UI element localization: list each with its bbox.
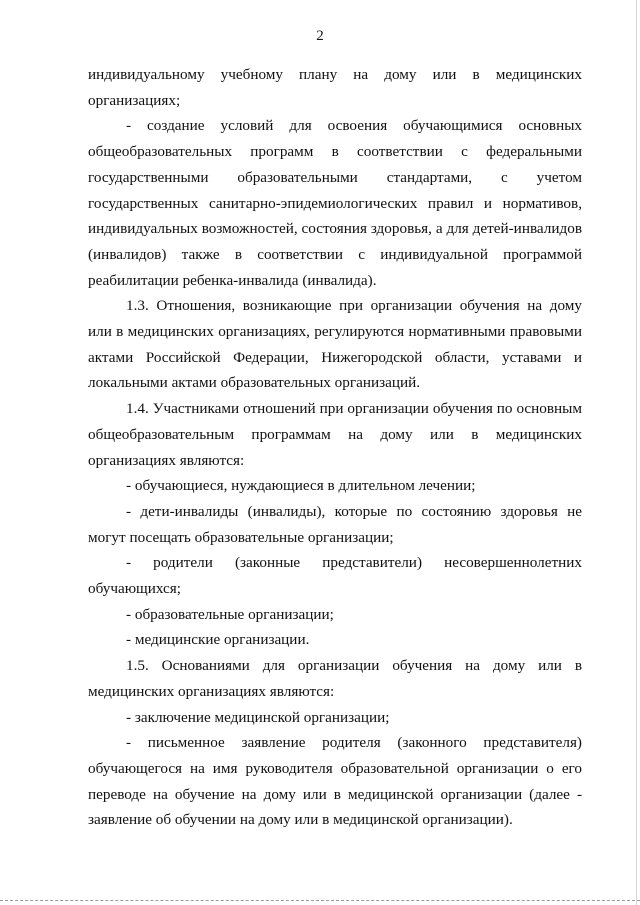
list-item-parents: - родители (законные представители) несовершеннолетних обучающихся; (88, 554, 582, 598)
scan-edge (636, 0, 637, 905)
list-item-disabled-children: - дети-инвалиды (инвалиды), которые по состоянию здоровья не могут посещать образовательные организации; (88, 502, 582, 546)
paragraph-1-5: 1.5. Основаниями для организации обучения на дому или в медицинских организациях являются: (88, 657, 582, 700)
page-number: 2 (316, 28, 324, 44)
document-body (88, 62, 582, 833)
paragraph-1-4: 1.4. Участниками отношений при организации обучения по основным общеобразовательным программам на дому или в медицинских организациях являются: (88, 400, 582, 469)
list-item-medical-orgs: - медицинские организации. (126, 631, 310, 649)
list-item-medical-conclusion: - заключение медицинской организации; (126, 708, 390, 726)
scan-divider (0, 900, 640, 902)
list-item-written-application: - письменное заявление родителя (законного представителя) обучающегося на имя руководителя образовательной организации о его переводе на обучение на дому или в медицинской организации (далее - заявление об обучении на дому или в медицинской организации). (88, 734, 582, 829)
list-item-students: - обучающиеся, нуждающиеся в длительном лечении; (126, 477, 476, 495)
list-item-educational-orgs: - образовательные организации; (126, 605, 334, 623)
paragraph-conditions: - создание условий для освоения обучающимися основных общеобразовательных программ в соответствии с федеральными государственными образовательными стандартами, с учетом государственных санитарно-эпидемиологических правил и нормативов, индивидуальных возможностей, состояния здоровья, а для детей-инвалидов (инвалидов) также в соответствии с индивидуальной программой реабилитации ребенка-инвалида (инвалида). (88, 117, 582, 289)
paragraph-continuation: индивидуальному учебному плану на дому или в медицинских организациях; (88, 66, 582, 109)
paragraph-1-3: 1.3. Отношения, возникающие при организации обучения на дому или в медицинских организациях, регулируются нормативными правовыми актами Российской Федерации, Нижегородской области, уставами и локальными актами образовательных организаций. (88, 297, 582, 392)
